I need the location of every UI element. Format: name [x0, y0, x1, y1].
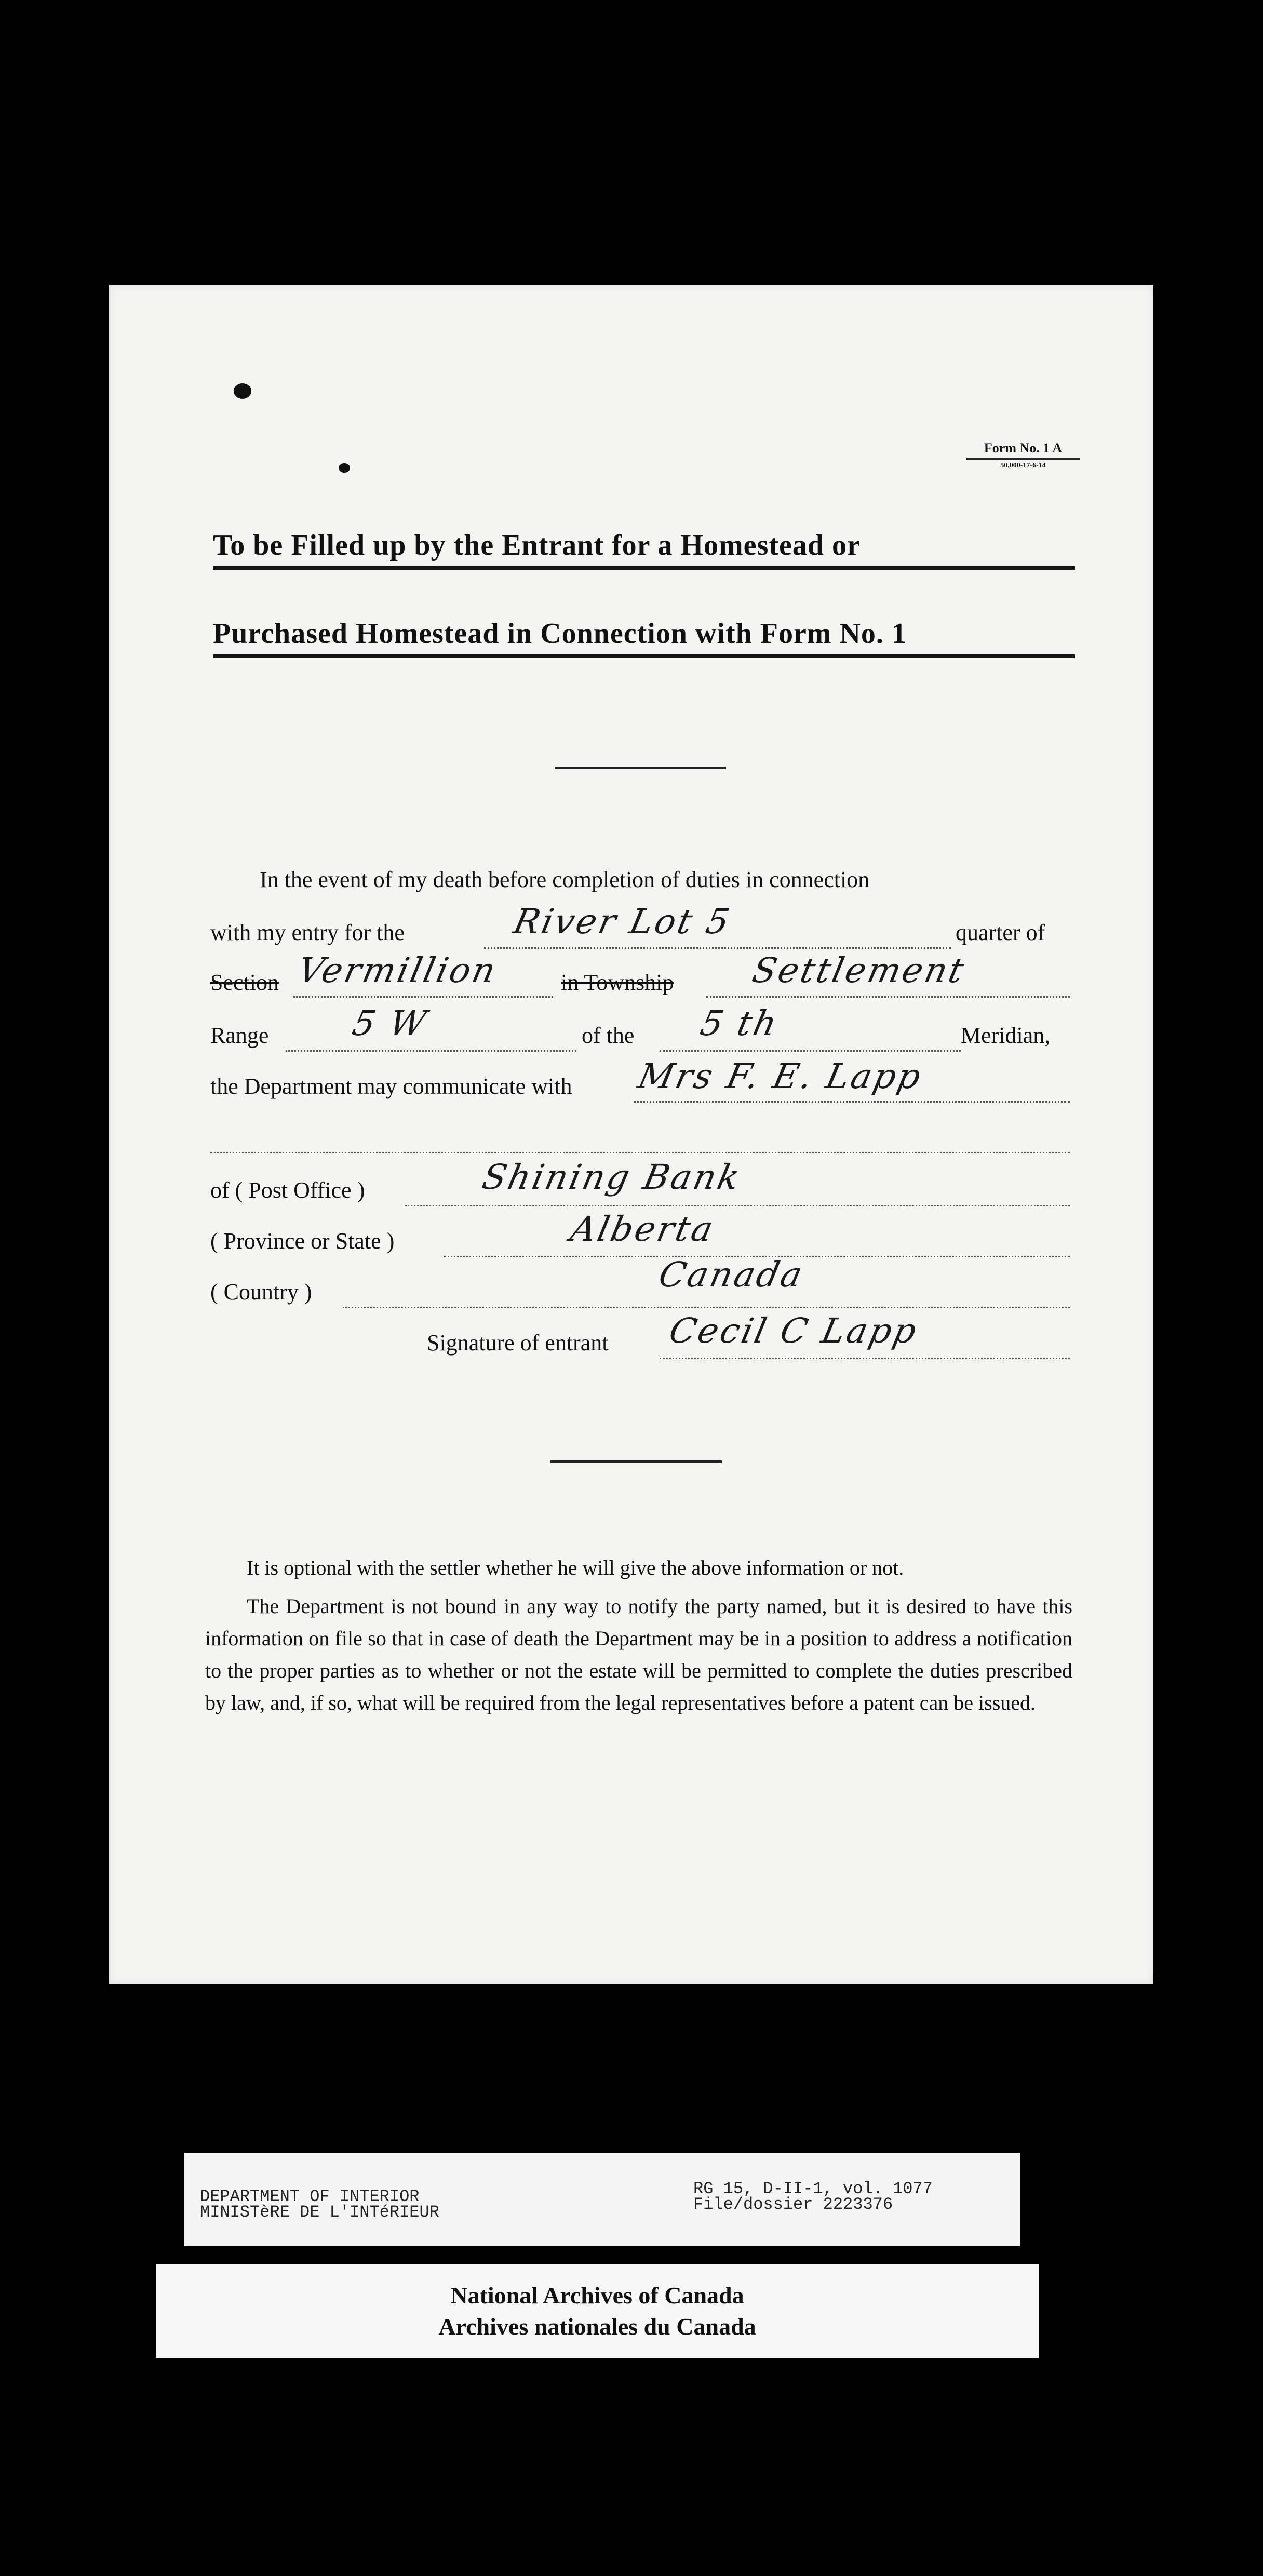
meridian-label: Meridian,: [961, 1023, 1051, 1048]
archives-name-en: National Archives of Canada: [450, 2282, 744, 2309]
dept-fr: MINISTèRE DE L'INTéRIEUR: [200, 2203, 439, 2222]
divider-top: [555, 767, 726, 769]
archive-reference-label: [184, 2153, 1020, 2246]
province-handwritten: Alberta: [567, 1209, 719, 1249]
form-number-block: [966, 440, 1080, 470]
entry-handwritten: River Lot 5: [509, 902, 735, 942]
blank-field-line: [210, 1152, 1070, 1153]
form-number: Form No. 1 A: [984, 440, 1063, 455]
communicate-label: the Department may communicate with: [210, 1074, 572, 1099]
ink-blot: [339, 463, 350, 473]
section-handwritten: Vermillion: [294, 950, 501, 990]
range-handwritten: 5 W: [348, 1003, 432, 1043]
form-number-rule: [966, 458, 1080, 460]
province-label: ( Province or State ): [210, 1228, 395, 1254]
title-line-1: To be Filled up by the Entrant for a Homestead or: [213, 529, 1075, 570]
notes-block: [205, 1552, 1072, 1725]
divider-bottom: [550, 1460, 722, 1463]
post-office-field-line: [405, 1205, 1070, 1206]
of-the-label: of the: [582, 1023, 635, 1048]
township-label: in Township: [561, 970, 674, 995]
meridian-handwritten: 5 th: [696, 1003, 783, 1043]
section-label: Section: [210, 970, 279, 995]
range-field-line: [286, 1050, 576, 1052]
form-code: 50,000-17-6-14: [1000, 462, 1046, 469]
document-page: [109, 285, 1153, 1984]
entry-label: with my entry for the: [210, 920, 405, 945]
archives-banner: [156, 2264, 1039, 2358]
entry-field-line: [484, 947, 951, 949]
communicate-field-line: [634, 1101, 1070, 1103]
township-field-line: [706, 996, 1070, 998]
communicate-handwritten: Mrs F. E. Lapp: [634, 1056, 926, 1096]
title-line-2: Purchased Homestead in Connection with Form No. 1: [213, 617, 1075, 658]
quarter-of-label: quarter of: [956, 920, 1045, 945]
township-handwritten: Settlement: [748, 950, 970, 990]
post-office-label: of ( Post Office ): [210, 1177, 365, 1203]
country-label: ( Country ): [210, 1279, 312, 1305]
ink-blot: [234, 383, 251, 399]
intro-text: In the event of my death before completion of duties in connection: [260, 867, 870, 892]
dept-en: DEPARTMENT OF INTERIOR: [200, 2187, 420, 2206]
note-department: The Department is not bound in any way to notify the party named, but it is desired to have this information on file so that in case of death the Department may be in a position to address a notification to the proper parties as to whether or not the estate will be permitted to complete the duties prescribed by law, and, if so, what will be required from the legal representatives before a patent can be issued.: [205, 1594, 1072, 1714]
section-field-line: [293, 996, 553, 998]
signature-handwritten: Cecil C Lapp: [665, 1311, 922, 1351]
range-label: Range: [210, 1023, 269, 1048]
signature-label: Signature of entrant: [427, 1330, 609, 1356]
archive-ref: RG 15, D-II-1, vol. 1077: [693, 2179, 933, 2198]
archive-file: File/dossier 2223376: [693, 2195, 893, 2214]
signature-field-line: [660, 1358, 1070, 1359]
country-handwritten: Canada: [655, 1255, 808, 1295]
archives-name-fr: Archives nationales du Canada: [438, 2313, 756, 2340]
meridian-field-line: [660, 1050, 961, 1052]
country-field-line: [343, 1307, 1070, 1308]
post-office-handwritten: Shining Bank: [478, 1157, 745, 1197]
note-optional: It is optional with the settler whether he will give the above information or not.: [247, 1556, 904, 1579]
